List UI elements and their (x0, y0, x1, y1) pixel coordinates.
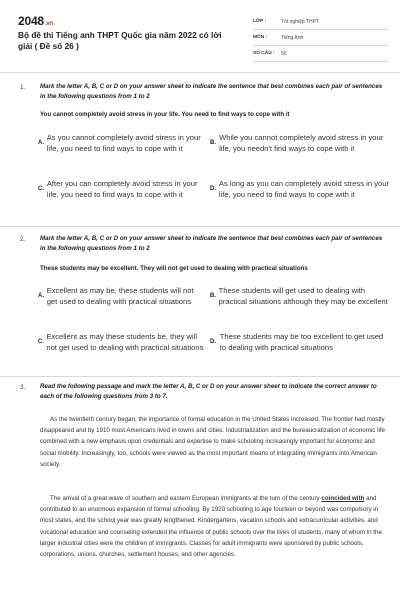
passage-paragraph-1: As the twentieth century began, the importance of formal education in the United States increased. The frontier had mostly disappeared and by 1910 most Americans lived in towns and cities. Industrialization and the bureaucratization of economic life combined with a new emphasis upon credentials and expertise to make schooling increasingly important for economic and social mobility. Increasingly, too, schools were viewed as the most important means of integrating immigrants into American society. (40, 416, 385, 468)
option-text: While you cannot completely avoid stress in your life, you needn't find ways to cope with it (219, 133, 384, 153)
option-text: As you cannot completely avoid stress in your life, you need to find ways to cope with it (46, 133, 201, 153)
option-text: As long as you can completely avoid stress in your life, you need to find ways to cope with it (218, 179, 389, 199)
meta-value: 50 (281, 50, 287, 57)
question-instruction: Mark the letter A, B, C or D on your answer sheet to indicate the sentence that best combines each pair of sentences in the following questions from 1 to 2 (40, 83, 383, 100)
answer-option-a[interactable] (38, 285, 206, 307)
answer-option-a[interactable] (38, 132, 206, 154)
answer-option-b[interactable] (210, 132, 390, 154)
passage-paragraph-2 (40, 493, 388, 560)
question-sentence-pair: You cannot completely avoid stress in your life. You need to find ways to cope with it (40, 111, 290, 118)
meta-row-count (253, 46, 388, 62)
answer-option-d[interactable] (210, 178, 390, 200)
meta-key: MÔN : (253, 35, 268, 40)
divider (0, 376, 400, 377)
answer-option-b[interactable] (210, 285, 390, 307)
document-title: Bộ đề thi Tiếng anh THPT Quốc gia năm 2022 có lời giải ( Đề số 26 ) (18, 30, 222, 51)
question-sentence-pair: These students may be excellent. They will not get used to dealing with practical situations (40, 265, 308, 272)
divider (0, 226, 400, 227)
option-text: Excellent as may be, these students will not get used to dealing with practical situations (46, 286, 194, 306)
answer-option-c[interactable] (38, 331, 208, 353)
meta-key: LỚP : (253, 19, 267, 24)
answer-option-c[interactable] (38, 178, 206, 200)
option-letter: B. (210, 140, 216, 146)
meta-value: Tốt nghiệp THPT (281, 18, 319, 25)
option-letter: C. (38, 186, 44, 192)
divider (0, 72, 400, 73)
highlighted-keyword: coincided with (321, 495, 365, 502)
option-letter: A. (38, 293, 44, 299)
option-letter: B. (210, 293, 216, 299)
meta-key: SỐ CÂU : (253, 51, 275, 56)
question-number: 2. (20, 236, 26, 243)
page-header (0, 0, 400, 62)
answer-option-d[interactable] (210, 331, 390, 353)
meta-row-subject (253, 30, 388, 46)
question-instruction: Read the following passage and mark the letter A, B, C or D on your answer sheet to indicate the correct answer to each of the following questions from 3 to 7. (40, 383, 377, 400)
option-text: These students may be too excellent to get used to dealing with practical situations (219, 332, 384, 352)
option-letter: D. (210, 339, 216, 345)
paragraph-text: The arrival of a great wave of southern and eastern European immigrants at the turn of the century (50, 495, 322, 502)
meta-table (253, 14, 388, 62)
option-text: After you can completely avoid stress in your life, you need to find ways to cope with it (46, 179, 198, 199)
question-instruction: Mark the letter A, B, C or D on your answer sheet to indicate the sentence that best combines each pair of sentences in the following questions from 1 to 2 (40, 235, 383, 252)
option-letter: A. (38, 140, 44, 146)
site-logo[interactable] (18, 14, 53, 28)
option-letter: D. (210, 186, 216, 192)
option-text: These students will get used to dealing with practical situations although they may be excellent (218, 286, 388, 306)
paragraph-text: and contributed to an enormous expansion of formal schooling. By 1920 schooling to age fourteen or beyond was compulsory in most states, and the school year was greatly lengthened. Kindergartens, vacation schools and extracurricular activities, and vocational education and counseling extended the influence of public schools over the lives of students, many of whom in the larger industrial cities were the children of immigrants. Classes for adult immigrants were sponsored by public schools, corporations, unions, churches, settlement houses, and other agencies. (40, 495, 382, 559)
option-letter: C. (38, 339, 44, 345)
meta-row-class (253, 14, 388, 30)
question-number: 1. (20, 84, 26, 91)
meta-value: Tiếng Anh (281, 34, 304, 41)
logo-suffix: .vn (44, 21, 53, 27)
option-text: Excellent as may these students be, they will not get used to dealing with practical situations (46, 332, 204, 352)
logo-text: 2048 (18, 14, 44, 28)
question-number: 3. (20, 384, 26, 391)
